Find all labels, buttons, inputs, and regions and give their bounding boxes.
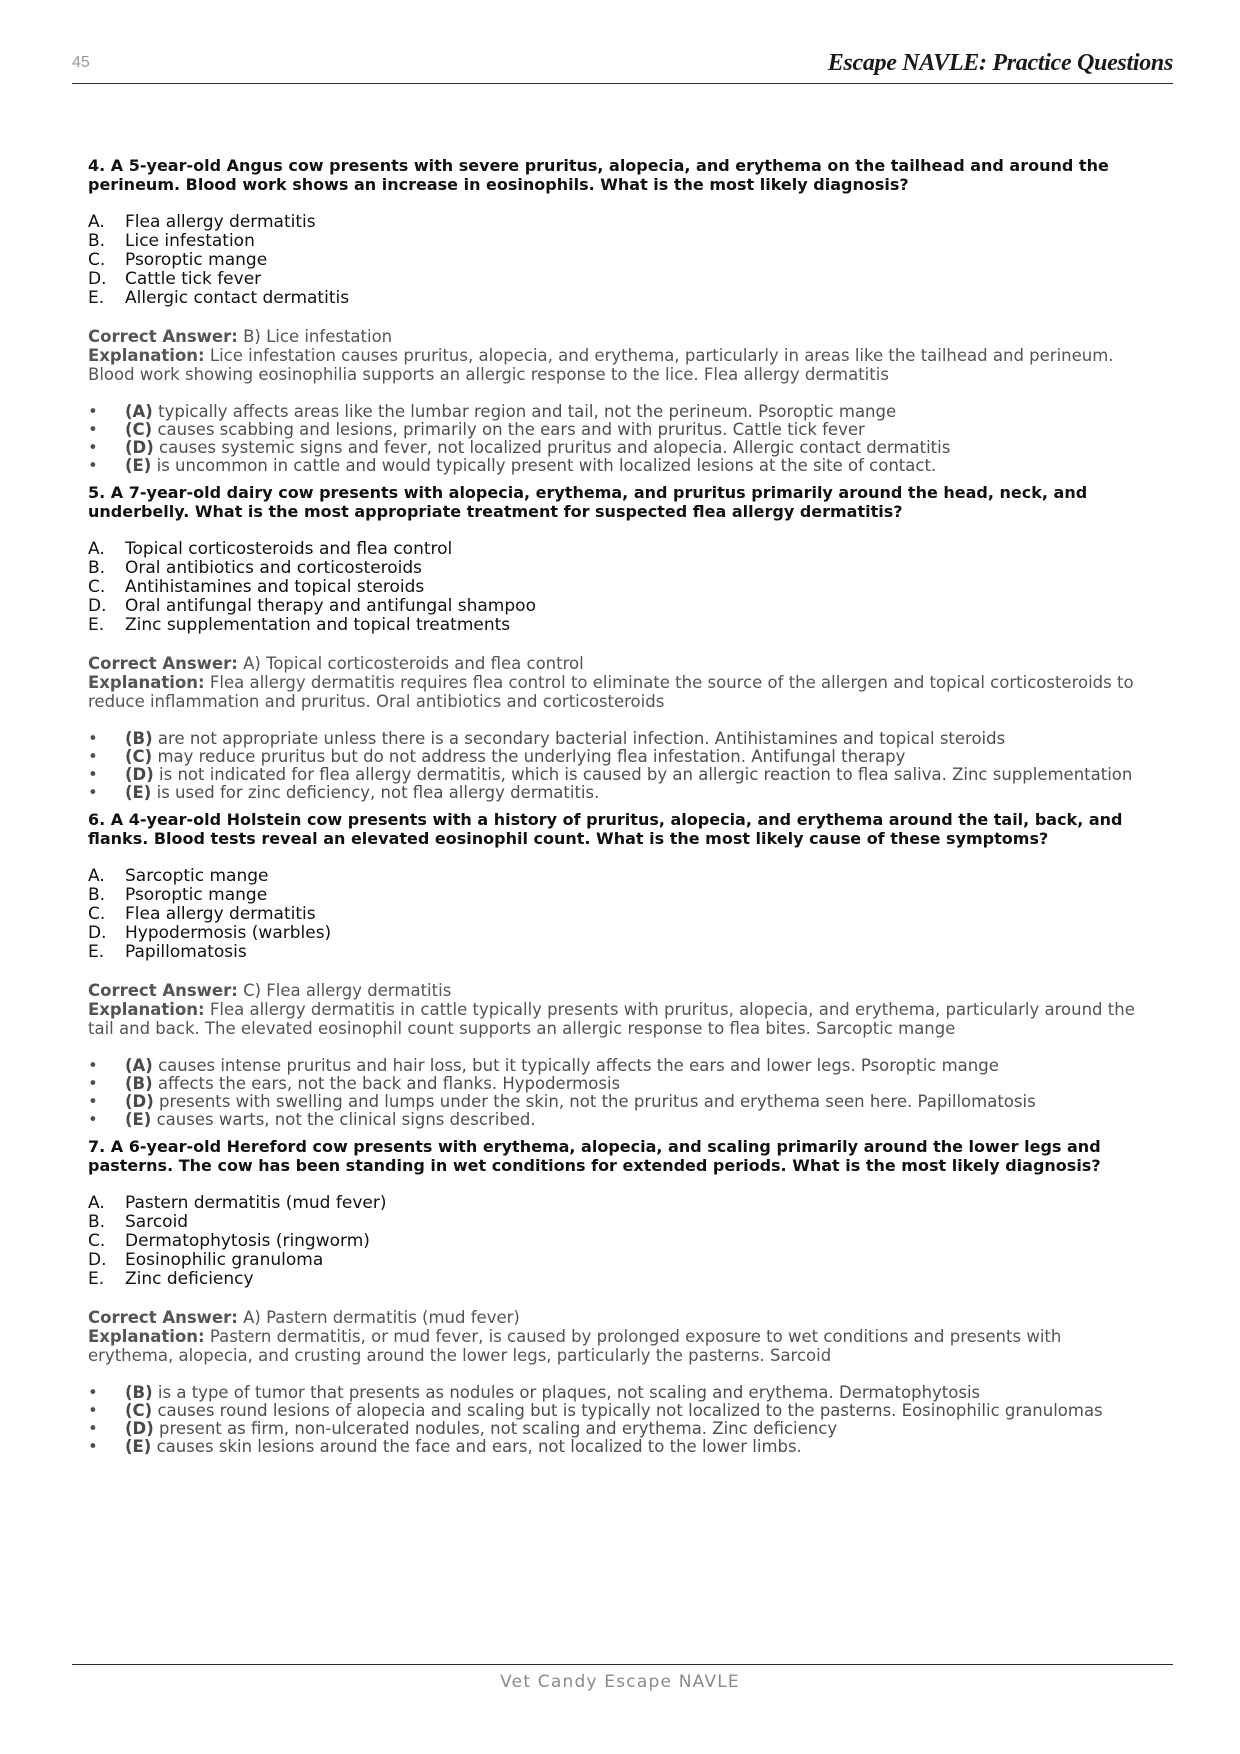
option-letter: B.	[88, 231, 106, 251]
explanation-point	[88, 730, 1148, 748]
option-text: Topical corticosteroids and flea control	[125, 539, 453, 559]
answer-options	[88, 867, 1148, 962]
option-a	[88, 213, 1148, 232]
explanation-point	[88, 1438, 1148, 1456]
book-title: Escape NAVLE: Practice Questions	[827, 50, 1173, 76]
explanation	[88, 1000, 1148, 1038]
option-letter: D.	[88, 596, 107, 616]
bullet: •	[88, 1110, 98, 1129]
option-key: (B)	[125, 1383, 153, 1402]
bullet: •	[88, 1437, 98, 1456]
page-header	[72, 48, 1173, 84]
option-letter: D.	[88, 269, 107, 289]
option-key: (D)	[125, 438, 154, 457]
option-b	[88, 886, 1148, 905]
option-d	[88, 597, 1148, 616]
point-text: causes scabbing and lesions, primarily on the ears and with pruritus. Cattle tick fever	[157, 420, 865, 439]
correct-answer-label: Correct Answer:	[88, 327, 238, 346]
explanation-points	[88, 730, 1148, 802]
correct-answer-text: B) Lice infestation	[243, 327, 393, 346]
explanation-point	[88, 1111, 1148, 1129]
option-letter: C.	[88, 250, 106, 270]
page-number: 45	[72, 54, 90, 71]
option-key: (D)	[125, 1092, 154, 1111]
option-text: Hypodermosis (warbles)	[125, 923, 332, 943]
point-text: may reduce pruritus but do not address the underlying flea infestation. Antifungal therapy	[157, 747, 906, 766]
option-a	[88, 1194, 1148, 1213]
option-a	[88, 540, 1148, 559]
explanation-point	[88, 784, 1148, 802]
correct-answer-text: C) Flea allergy dermatitis	[243, 981, 452, 1000]
answer-options	[88, 1194, 1148, 1289]
point-text: causes skin lesions around the face and ears, not localized to the lower limbs.	[156, 1437, 802, 1456]
bullet: •	[88, 420, 98, 439]
option-text: Psoroptic mange	[125, 250, 268, 270]
bullet: •	[88, 747, 98, 766]
option-text: Allergic contact dermatitis	[125, 288, 350, 308]
option-key: (B)	[125, 1074, 153, 1093]
explanation-point	[88, 1075, 1148, 1093]
option-key: (E)	[125, 456, 152, 475]
question-stem: 5. A 7-year-old dairy cow presents with alopecia, erythema, and pruritus primarily around the head, neck, and underbelly. What is the most appropriate treatment for suspected flea allergy dermatitis?	[88, 483, 1088, 521]
option-text: Dermatophytosis (ringworm)	[125, 1231, 370, 1251]
explanation-points	[88, 1384, 1148, 1456]
point-text: is used for zinc deficiency, not flea allergy dermatitis.	[156, 783, 600, 802]
correct-answer	[88, 654, 1148, 673]
question-stem: 4. A 5-year-old Angus cow presents with severe pruritus, alopecia, and erythema on the tailhead and around the perineum. Blood work shows an increase in eosinophils. What is the most likely diagnosis?	[88, 156, 1109, 194]
explanation-point	[88, 748, 1148, 766]
question-5	[88, 483, 1148, 802]
option-letter: A.	[88, 212, 105, 232]
option-key: (E)	[125, 1437, 152, 1456]
point-text: affects the ears, not the back and flanks. Hypodermosis	[157, 1074, 621, 1093]
option-letter: E.	[88, 288, 105, 308]
option-letter: A.	[88, 866, 105, 886]
bullet: •	[88, 765, 98, 784]
bullet: •	[88, 1383, 98, 1402]
option-text: Zinc supplementation and topical treatments	[125, 615, 511, 635]
option-d	[88, 924, 1148, 943]
option-key: (C)	[125, 1401, 153, 1420]
point-text: are not appropriate unless there is a secondary bacterial infection. Antihistamines and topical steroids	[157, 729, 1006, 748]
option-text: Papillomatosis	[125, 942, 247, 962]
option-text: Sarcoptic mange	[125, 866, 269, 886]
bullet: •	[88, 1056, 98, 1075]
option-letter: D.	[88, 1250, 107, 1270]
point-text: causes systemic signs and fever, not localized pruritus and alopecia. Allergic contact dermatitis	[159, 438, 951, 457]
option-d	[88, 1251, 1148, 1270]
bullet: •	[88, 1401, 98, 1420]
explanation-point	[88, 1420, 1148, 1438]
option-text: Oral antifungal therapy and antifungal shampoo	[125, 596, 536, 616]
point-text: typically affects areas like the lumbar region and tail, not the perineum. Psoroptic mange	[158, 402, 897, 421]
footer-divider	[72, 1664, 1173, 1665]
option-text: Pastern dermatitis (mud fever)	[125, 1193, 387, 1213]
correct-answer-text: A) Topical corticosteroids and flea control	[243, 654, 584, 673]
question-stem: 6. A 4-year-old Holstein cow presents with a history of pruritus, alopecia, and erythema around the tail, back, and flanks. Blood tests reveal an elevated eosinophil count. What is the most likely cause of these symptoms?	[88, 810, 1123, 848]
explanation-point	[88, 1057, 1148, 1075]
option-text: Oral antibiotics and corticosteroids	[125, 558, 423, 578]
explanation-point	[88, 421, 1148, 439]
option-e	[88, 1270, 1148, 1289]
option-letter: B.	[88, 1212, 106, 1232]
option-e	[88, 943, 1148, 962]
option-letter: C.	[88, 577, 106, 597]
option-text: Flea allergy dermatitis	[125, 904, 316, 924]
option-text: Psoroptic mange	[125, 885, 268, 905]
option-text: Eosinophilic granuloma	[125, 1250, 324, 1270]
bullet: •	[88, 1074, 98, 1093]
explanation	[88, 673, 1148, 711]
point-text: causes intense pruritus and hair loss, but it typically affects the ears and lower legs. Psoroptic mange	[158, 1056, 999, 1075]
option-b	[88, 559, 1148, 578]
question-7	[88, 1137, 1148, 1456]
option-letter: E.	[88, 942, 105, 962]
point-text: is not indicated for flea allergy dermatitis, which is caused by an allergic reaction to flea saliva. Zinc supplementation	[159, 765, 1133, 784]
explanation-point	[88, 1402, 1148, 1420]
answer-options	[88, 540, 1148, 635]
option-c	[88, 578, 1148, 597]
explanation-point	[88, 457, 1148, 475]
correct-answer-label: Correct Answer:	[88, 1308, 238, 1327]
option-letter: A.	[88, 539, 105, 559]
option-key: (E)	[125, 783, 152, 802]
point-text: is uncommon in cattle and would typically present with localized lesions at the site of contact.	[156, 456, 937, 475]
point-text: present as firm, non-ulcerated nodules, not scaling and erythema. Zinc deficiency	[159, 1419, 838, 1438]
answer-block	[88, 981, 1148, 1038]
page-content	[88, 156, 1148, 1464]
option-key: (A)	[125, 1056, 153, 1075]
explanation-label: Explanation:	[88, 1000, 205, 1019]
explanation-text: Flea allergy dermatitis in cattle typically presents with pruritus, alopecia, and erythema, particularly around the tail and back. The elevated eosinophil count supports an allergic response to flea bites. Sarcoptic mange	[88, 1000, 1135, 1038]
option-letter: C.	[88, 1231, 106, 1251]
correct-answer-text: A) Pastern dermatitis (mud fever)	[243, 1308, 520, 1327]
option-b	[88, 232, 1148, 251]
option-key: (C)	[125, 420, 153, 439]
explanation-point	[88, 403, 1148, 421]
option-e	[88, 616, 1148, 635]
option-text: Sarcoid	[125, 1212, 189, 1232]
explanation-label: Explanation:	[88, 673, 205, 692]
answer-block	[88, 1308, 1148, 1365]
option-key: (B)	[125, 729, 153, 748]
correct-answer	[88, 1308, 1148, 1327]
option-e	[88, 289, 1148, 308]
answer-block	[88, 654, 1148, 711]
explanation-point	[88, 766, 1148, 784]
option-letter: E.	[88, 615, 105, 635]
bullet: •	[88, 402, 98, 421]
explanation-text: Lice infestation causes pruritus, alopecia, and erythema, particularly in areas like the tailhead and perineum. Blood work showing eosinophilia supports an allergic response to the lice. Flea allergy dermatitis	[88, 346, 1114, 384]
point-text: causes warts, not the clinical signs described.	[156, 1110, 536, 1129]
option-key: (D)	[125, 1419, 154, 1438]
correct-answer-label: Correct Answer:	[88, 654, 238, 673]
point-text: causes round lesions of alopecia and scaling but is typically not localized to the pasterns. Eosinophilic granulomas	[157, 1401, 1103, 1420]
option-c	[88, 251, 1148, 270]
explanation-text: Flea allergy dermatitis requires flea control to eliminate the source of the allergen and topical corticosteroids to reduce inflammation and pruritus. Oral antibiotics and corticosteroids	[88, 673, 1134, 711]
bullet: •	[88, 456, 98, 475]
option-d	[88, 270, 1148, 289]
point-text: presents with swelling and lumps under the skin, not the pruritus and erythema seen here. Papillomatosis	[159, 1092, 1036, 1111]
correct-answer	[88, 981, 1148, 1000]
answer-options	[88, 213, 1148, 308]
option-letter: D.	[88, 923, 107, 943]
explanation-points	[88, 1057, 1148, 1129]
explanation-points	[88, 403, 1148, 475]
explanation-text: Pastern dermatitis, or mud fever, is caused by prolonged exposure to wet conditions and presents with erythema, alopecia, and crusting around the lower legs, particularly the pasterns. Sarcoid	[88, 1327, 1062, 1365]
option-c	[88, 905, 1148, 924]
explanation-point	[88, 1093, 1148, 1111]
question-4	[88, 156, 1148, 475]
explanation-label: Explanation:	[88, 1327, 205, 1346]
option-letter: A.	[88, 1193, 105, 1213]
option-text: Antihistamines and topical steroids	[125, 577, 425, 597]
bullet: •	[88, 783, 98, 802]
option-key: (A)	[125, 402, 153, 421]
explanation-point	[88, 439, 1148, 457]
option-text: Flea allergy dermatitis	[125, 212, 316, 232]
question-stem: 7. A 6-year-old Hereford cow presents with erythema, alopecia, and scaling primarily around the lower legs and pasterns. The cow has been standing in wet conditions for extended periods. What is the most likely diagnosis?	[88, 1137, 1101, 1175]
option-c	[88, 1232, 1148, 1251]
option-text: Zinc deficiency	[125, 1269, 254, 1289]
correct-answer	[88, 327, 1148, 346]
option-text: Cattle tick fever	[125, 269, 262, 289]
option-letter: B.	[88, 885, 106, 905]
correct-answer-label: Correct Answer:	[88, 981, 238, 1000]
question-6	[88, 810, 1148, 1129]
point-text: is a type of tumor that presents as nodules or plaques, not scaling and erythema. Dermatophytosis	[157, 1383, 981, 1402]
bullet: •	[88, 1092, 98, 1111]
explanation	[88, 346, 1148, 384]
option-b	[88, 1213, 1148, 1232]
option-letter: B.	[88, 558, 106, 578]
bullet: •	[88, 729, 98, 748]
explanation-point	[88, 1384, 1148, 1402]
bullet: •	[88, 438, 98, 457]
bullet: •	[88, 1419, 98, 1438]
option-key: (E)	[125, 1110, 152, 1129]
option-key: (D)	[125, 765, 154, 784]
option-text: Lice infestation	[125, 231, 255, 251]
option-letter: E.	[88, 1269, 105, 1289]
explanation-label: Explanation:	[88, 346, 205, 365]
explanation	[88, 1327, 1148, 1365]
answer-block	[88, 327, 1148, 384]
page-footer: Vet Candy Escape NAVLE	[500, 1672, 740, 1692]
option-letter: C.	[88, 904, 106, 924]
option-key: (C)	[125, 747, 153, 766]
option-a	[88, 867, 1148, 886]
